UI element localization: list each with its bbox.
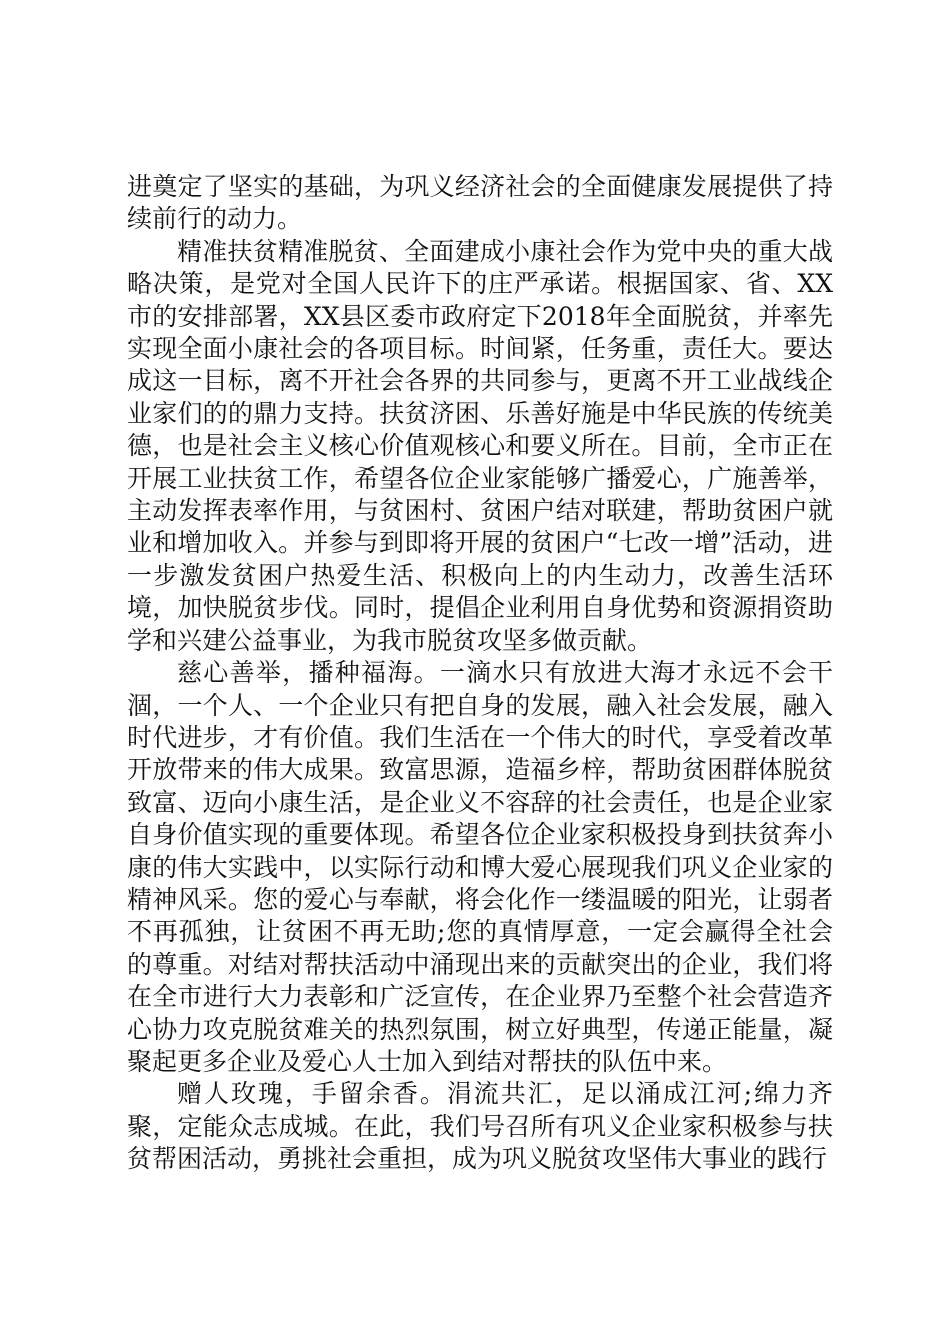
document-body [127, 171, 833, 1176]
paragraph-call-to-action: 赠人玫瑰，手留余香。涓流共汇，足以涌成江河;绵力齐聚，定能众志成城。在此，我们号召所有巩义企业家积极参与扶贫帮困活动，勇挑社会重担，成为巩义脱贫攻坚伟大事业的践行 [127, 1079, 833, 1174]
paragraph-charity: 慈心善举，播种福海。一滴水只有放进大海才永远不会干涸，一个人、一个企业只有把自身的发展，融入社会发展，融入时代进步，才有价值。我们生活在一个伟大的时代，享受着改革开放带来的伟大成果。致富思源，造福乡梓，帮助贫困群体脱贫致富、迈向小康生活，是企业义不容辞的社会责任，也是企业家自身价值实现的重要体现。希望各位企业家积极投身到扶贫奔小康的伟大实践中，以实际行动和博大爱心展现我们巩义企业家的精神风采。您的爱心与奉献，将会化作一缕温暖的阳光，让弱者不再孤独，让贫困不再无助;您的真情厚意，一定会赢得全社会的尊重。对结对帮扶活动中涌现出来的贡献突出的企业，我们将在全市进行大力表彰和广泛宣传，在企业界乃至整个社会营造齐心协力攻克脱贫难关的热烈氛围，树立好典型，传递正能量，凝聚起更多企业及爱心人士加入到结对帮扶的队伍中来。 [127, 658, 833, 1076]
paragraph-poverty-alleviation: 精准扶贫精准脱贫、全面建成小康社会作为党中央的重大战略决策，是党对全国人民许下的庄严承诺。根据国家、省、XX市的安排部署，XX县区委市政府定下2018年全面脱贫，并率先实现全面小康社会的各项目标。时间紧，任务重，责任大。要达成这一目标，离不开社会各界的共同参与，更离不开工业战线企业家们的的鼎力支持。扶贫济困、乐善好施是中华民族的传统美德，也是社会主义核心价值观核心和要义所在。目前，全市正在开展工业扶贫工作，希望各位企业家能够广播爱心，广施善举，主动发挥表率作用，与贫困村、贫困户结对联建，帮助贫困户就业和增加收入。并参与到即将开展的贫困户“七改一增”活动，进一步激发贫困户热爱生活、积极向上的内生动力，改善生活环境，加快脱贫步伐。同时，提倡企业利用自身优势和资源捐资助学和兴建公益事业，为我市脱贫攻坚多做贡献。 [127, 236, 833, 655]
paragraph-continuation: 进奠定了坚实的基础，为巩义经济社会的全面健康发展提供了持续前行的动力。 [127, 172, 833, 234]
